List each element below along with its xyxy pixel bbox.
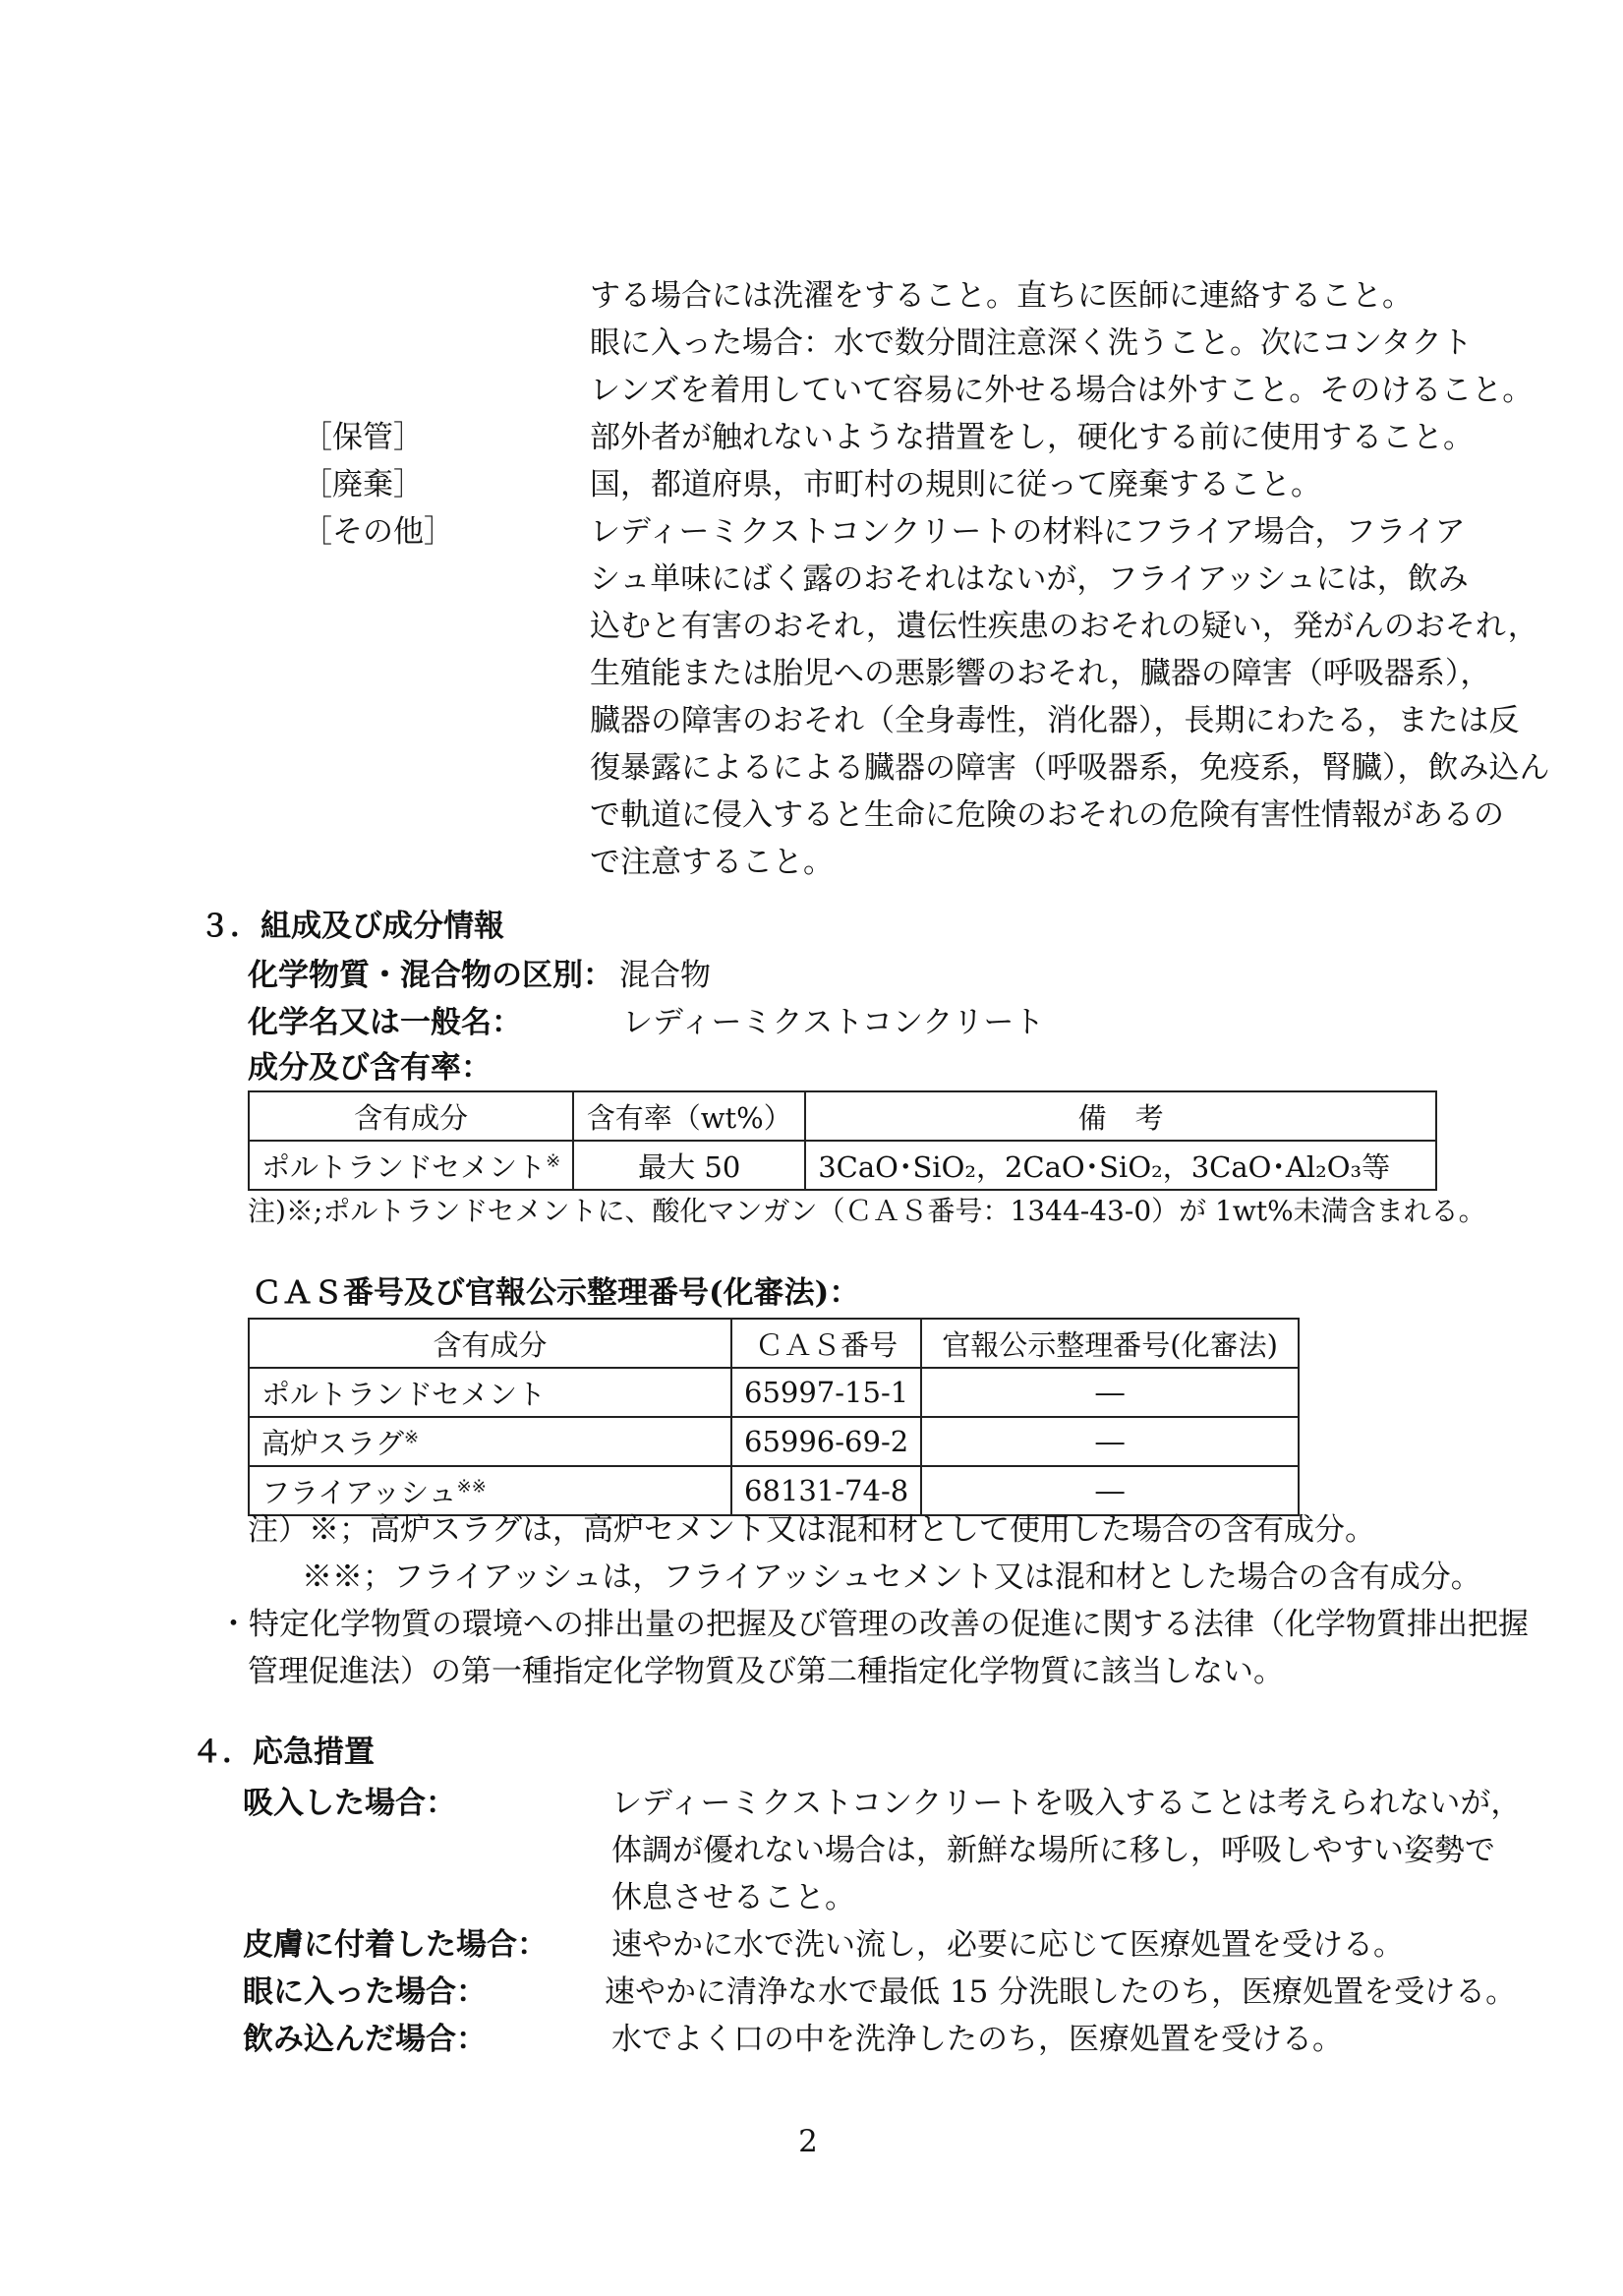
disposal-text: 国，都道府県，市町村の規則に従って廃棄すること。 bbox=[590, 467, 1321, 502]
storage-label: ［保管］ bbox=[302, 420, 424, 455]
section3-heading: ３．組成及び成分情報 bbox=[200, 909, 504, 944]
chemical-name-label: 化学名又は一般名： bbox=[248, 1005, 522, 1040]
inhalation-line-3: 休息させること。 bbox=[611, 1880, 855, 1915]
other-line-4: 生殖能または胎児への悪影響のおそれ，臓器の障害（呼吸器系）， bbox=[590, 656, 1491, 691]
cas-table-row bbox=[249, 1417, 1299, 1466]
content-header-remarks: 備 考 bbox=[805, 1091, 1436, 1141]
prtr-line-1: ・特定化学物質の環境への排出量の把握及び管理の改善の促進に関する法律（化学物質排出把握 bbox=[218, 1607, 1529, 1642]
cas-header-component: 含有成分 bbox=[249, 1319, 731, 1368]
cas-cell-number: 65997-15-1 bbox=[731, 1368, 921, 1417]
page-number: 2 bbox=[798, 2124, 818, 2159]
ingestion-text: 水でよく口の中を洗浄したのち，医療処置を受ける。 bbox=[611, 2022, 1343, 2057]
first-aid-line-2: 眼に入った場合：水で数分間注意深く洗うこと。次にコンタクト bbox=[590, 325, 1473, 361]
chemical-name-value: レディーミクストコンクリート bbox=[622, 1005, 1045, 1040]
cas-component-name: ポルトランドセメント bbox=[261, 1377, 547, 1411]
section4-heading: ４．応急措置 bbox=[192, 1735, 375, 1770]
content-header-rate: 含有率（wt%） bbox=[573, 1091, 805, 1141]
content-cell-component bbox=[249, 1141, 573, 1190]
cas-cell-gazette: ― bbox=[921, 1417, 1299, 1466]
cas-label: ＣＡＳ番号及び官報公示整理番号(化審法)： bbox=[252, 1275, 860, 1311]
cas-cell-gazette: ― bbox=[921, 1368, 1299, 1417]
storage-text: 部外者が触れないような措置をし，硬化する前に使用すること。 bbox=[590, 420, 1474, 455]
other-line-8: で注意すること。 bbox=[590, 845, 834, 880]
ingestion-label: 飲み込んだ場合： bbox=[243, 2022, 487, 2057]
content-table-row bbox=[249, 1141, 1436, 1190]
cas-table bbox=[248, 1318, 1300, 1516]
other-line-2: シュ単味にばく露のおそれはないが，フライアッシュには，飲み bbox=[590, 561, 1469, 597]
content-note: 注)※;ポルトランドセメントに、酸化マンガン（ＣＡＳ番号：1344-43-0）が 1wt%未満含まれる。 bbox=[248, 1195, 1486, 1227]
other-line-7: で軌道に侵入すると生命に危険のおそれの危険有害性情報があるの bbox=[590, 797, 1504, 833]
content-cell-rate: 最大 50 bbox=[573, 1141, 805, 1190]
cas-cell-component bbox=[249, 1368, 731, 1417]
skin-label: 皮膚に付着した場合： bbox=[243, 1927, 548, 1963]
inhalation-label: 吸入した場合： bbox=[243, 1786, 456, 1821]
cas-table-row bbox=[249, 1368, 1299, 1417]
first-aid-line-3: レンズを着用していて容易に外せる場合は外すこと。そのけること。 bbox=[590, 373, 1534, 408]
classification-label: 化学物質・混合物の区別： bbox=[248, 958, 613, 993]
skin-text: 速やかに水で洗い流し，必要に応じて医療処置を受ける。 bbox=[611, 1927, 1404, 1963]
content-header-component: 含有成分 bbox=[249, 1091, 573, 1141]
eye-label: 眼に入った場合： bbox=[243, 1974, 487, 2010]
cas-cell-gazette: ― bbox=[921, 1466, 1299, 1515]
inhalation-line-1: レディーミクストコンクリートを吸入することは考えられないが， bbox=[611, 1786, 1522, 1821]
prtr-line-2: 管理促進法）の第一種指定化学物質及び第二種指定化学物質に該当しない。 bbox=[248, 1654, 1284, 1689]
cas-cell-number: 65996-69-2 bbox=[731, 1417, 921, 1466]
cas-header-gazette: 官報公示整理番号(化審法) bbox=[921, 1319, 1299, 1368]
classification-value: 混合物 bbox=[619, 958, 711, 993]
cas-component-name: フライアッシュ bbox=[261, 1475, 457, 1509]
cas-cell-component bbox=[249, 1417, 731, 1466]
other-line-3: 込むと有害のおそれ，遺伝性疾患のおそれの疑い，発がんのおそれ， bbox=[590, 609, 1538, 644]
eye-text: 速やかに清浄な水で最低 15 分洗眼したのち，医療処置を受ける。 bbox=[605, 1974, 1517, 2010]
cas-component-mark: ※ bbox=[404, 1426, 420, 1447]
other-line-5: 臓器の障害のおそれ（全身毒性，消化器），長期にわたる，または反 bbox=[590, 703, 1520, 738]
other-line-6: 復暴露によるによる臓器の障害（呼吸器系，免疫系，腎臓），飲み込ん bbox=[590, 750, 1550, 786]
first-aid-line-1: する場合には洗濯をすること。直ちに医師に連絡すること。 bbox=[590, 278, 1413, 314]
content-table-header-row bbox=[249, 1091, 1436, 1141]
content-cell-remarks: 3CaO･SiO₂，2CaO･SiO₂，3CaO･Al₂O₃等 bbox=[805, 1141, 1436, 1190]
inhalation-line-2: 体調が優れない場合は，新鮮な場所に移し，呼吸しやすい姿勢で bbox=[611, 1833, 1495, 1868]
cas-cell-number: 68131-74-8 bbox=[731, 1466, 921, 1515]
cas-component-name: 高炉スラグ bbox=[261, 1426, 405, 1460]
cas-note-2: ※※；フライアッシュは，フライアッシュセメント又は混和材とした場合の含有成分。 bbox=[302, 1560, 1481, 1595]
cas-table-header-row bbox=[249, 1319, 1299, 1368]
component-mark: ※ bbox=[546, 1149, 561, 1171]
cas-component-mark: ※※ bbox=[456, 1475, 487, 1497]
content-table bbox=[248, 1090, 1437, 1191]
content-label: 成分及び含有率： bbox=[248, 1050, 492, 1086]
cas-note-1: 注）※；高炉スラグは，高炉セメント又は混和材として使用した場合の含有成分。 bbox=[248, 1512, 1375, 1548]
disposal-label: ［廃棄］ bbox=[302, 467, 424, 502]
cas-header-number: ＣＡＳ番号 bbox=[731, 1319, 921, 1368]
component-name: ポルトランドセメント bbox=[261, 1149, 547, 1184]
other-label: ［その他］ bbox=[302, 514, 454, 550]
other-line-1: レディーミクストコンクリートの材料にフライア場合，フライア bbox=[590, 514, 1466, 550]
